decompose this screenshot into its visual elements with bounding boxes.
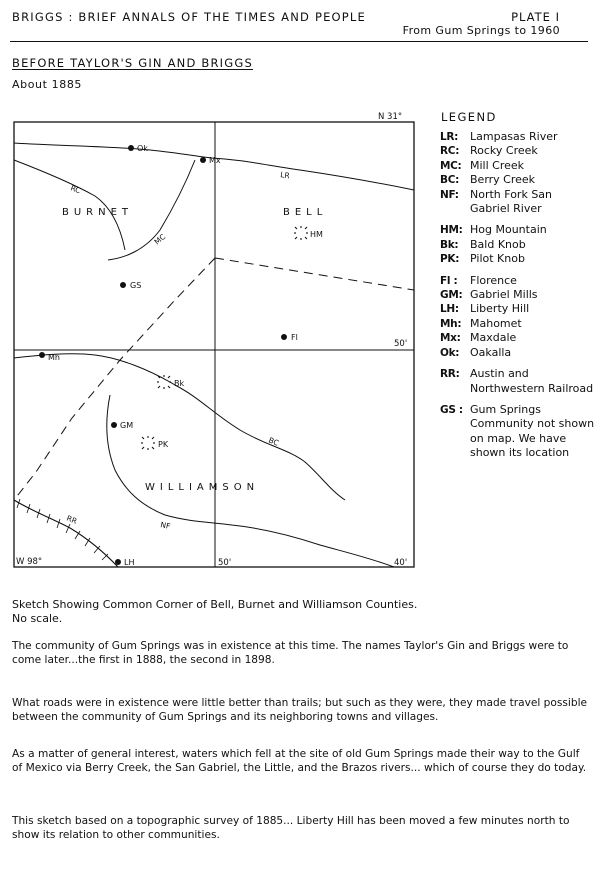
legend-item — [440, 346, 595, 360]
hill-label-hm: HM — [310, 230, 323, 239]
river-north-fork — [107, 395, 394, 567]
legend — [440, 130, 595, 461]
paragraph-1: The community of Gum Springs was in existence at this time. The names Taylor's Gin and Briggs were to come later...the first in 1888, the second in 1898. — [12, 640, 569, 666]
river-label-mc: MC — [152, 232, 168, 247]
legend-item — [440, 130, 595, 144]
legend-code: LR: — [440, 131, 459, 143]
legend-desc: Florence — [470, 273, 517, 287]
legend-desc: Hog Mountain — [470, 223, 547, 237]
legend-desc: Gabriel Mills — [470, 288, 538, 302]
river-label-lr: LR — [279, 170, 291, 181]
legend-code: Fl : — [440, 274, 458, 287]
legend-desc: Lampasas River — [470, 130, 558, 143]
river-berry-creek — [14, 354, 345, 500]
header-title: BRIGGS : BRIEF ANNALS OF THE TIMES AND PEOPLE — [12, 10, 367, 24]
edge-label-north: N 31° — [378, 112, 403, 122]
town-mx — [200, 156, 221, 165]
legend-item — [440, 317, 595, 331]
legend-code: LH: — [440, 303, 459, 316]
legend-title: LEGEND — [441, 110, 497, 124]
legend-code: RR: — [440, 368, 460, 381]
river-label-rc: RC — [69, 183, 82, 196]
town-lh — [115, 558, 134, 567]
legend-desc: Bald Knob — [470, 237, 526, 251]
legend-item — [440, 223, 595, 237]
legend-code: MC: — [440, 159, 462, 172]
legend-desc: Maxdale — [470, 331, 517, 345]
legend-item — [440, 367, 595, 396]
edge-label-west: W 98° — [16, 557, 43, 567]
legend-code: PK: — [440, 253, 460, 266]
legend-code: RC: — [440, 145, 460, 158]
legend-item — [440, 302, 595, 316]
legend-item — [440, 159, 595, 173]
town-mh — [39, 352, 60, 362]
county-label-williamson: WILLIAMSON — [145, 482, 260, 493]
edge-label-min-right: 50' — [394, 339, 408, 349]
legend-item — [440, 274, 595, 288]
river-label-nf: NF — [159, 520, 172, 532]
legend-desc: Oakalla — [470, 345, 512, 359]
legend-desc: Mahomet — [470, 316, 522, 330]
legend-code: Mx: — [440, 332, 461, 345]
legend-desc: Liberty Hill — [470, 302, 530, 316]
legend-code: Mh: — [440, 317, 462, 330]
town-label-fl: Fl — [291, 333, 298, 342]
legend-item — [440, 331, 595, 345]
legend-code: Bk: — [440, 238, 459, 251]
section-date: About 1885 — [12, 78, 83, 91]
town-label-gm: GM — [120, 421, 134, 430]
town-ok — [128, 144, 148, 153]
legend-item — [440, 288, 595, 302]
county-label-bell: BELL — [283, 207, 328, 218]
legend-desc: North Fork San Gabriel River — [470, 187, 553, 216]
legend-desc: Mill Creek — [470, 158, 525, 172]
paragraph-2: What roads were in existence were little better than trails; but such as they were, they made travel possible between the community of Gum Springs and its neighboring towns and villages. — [12, 697, 588, 723]
legend-item — [440, 238, 595, 252]
river-rocky-creek — [14, 160, 125, 250]
river-label-bc: BC — [267, 435, 281, 448]
river-label-rr: RR — [65, 513, 79, 526]
header-subtitle: From Gum Springs to 1960 — [402, 24, 560, 37]
river-lampasas — [14, 143, 414, 190]
legend-item — [440, 173, 595, 187]
town-label-lh: LH — [124, 558, 135, 567]
legend-code: GS : — [440, 403, 463, 416]
edge-label-min-bottom: 50' — [218, 558, 232, 568]
legend-code: Ok: — [440, 346, 460, 359]
legend-desc: Pilot Knob — [470, 252, 525, 266]
legend-code: HM: — [440, 224, 463, 237]
legend-item — [440, 252, 595, 266]
railroad-ties — [17, 499, 108, 560]
legend-item — [440, 188, 595, 217]
edge-label-corner: 40' — [394, 558, 408, 568]
town-gs — [120, 281, 141, 290]
section-title: BEFORE TAYLOR'S GIN AND BRIGGS — [12, 56, 253, 70]
legend-code: GM: — [440, 289, 463, 302]
legend-desc: Rocky Creek — [470, 144, 538, 158]
paragraph-3: As a matter of general interest, waters which fell at the site of old Gum Springs made their way to the Gulf of Mexico via Berry Creek, the San Gabriel, the Little, and the Brazos rivers... which of course they do today. — [12, 748, 587, 774]
hill-pk — [141, 436, 155, 450]
town-label-mh: Mh — [48, 353, 60, 362]
hill-hm — [294, 226, 308, 240]
town-label-gs: GS — [130, 281, 142, 290]
map-caption: Sketch Showing Common Corner of Bell, Burnet and Williamson Counties. No scale. — [12, 598, 418, 625]
legend-item — [440, 144, 595, 158]
legend-desc: Gum Springs Community not shown on map. We have shown its location — [470, 402, 595, 460]
paragraph-4: This sketch based on a topographic survey of 1885... Liberty Hill has been moved a few minutes north to show its relation to other communities. — [12, 815, 570, 841]
legend-code: BC: — [440, 174, 460, 187]
town-fl — [281, 333, 298, 342]
legend-desc: Berry Creek — [470, 173, 536, 187]
county-boundary-bell-williamson — [215, 258, 414, 290]
hill-label-bk: Bk — [174, 379, 185, 388]
town-gm — [111, 421, 133, 430]
legend-code: NF: — [440, 188, 459, 201]
town-label-ok: Ok — [137, 144, 148, 153]
county-boundary-burnet-williamson — [14, 258, 215, 500]
legend-desc: Austin and Northwestern Railroad — [470, 367, 594, 395]
plate-number: PLATE I — [511, 10, 560, 24]
hill-label-pk: PK — [158, 440, 169, 449]
legend-item — [440, 403, 595, 461]
county-label-burnet: BURNET — [62, 207, 134, 218]
town-label-mx: Mx — [209, 156, 221, 165]
